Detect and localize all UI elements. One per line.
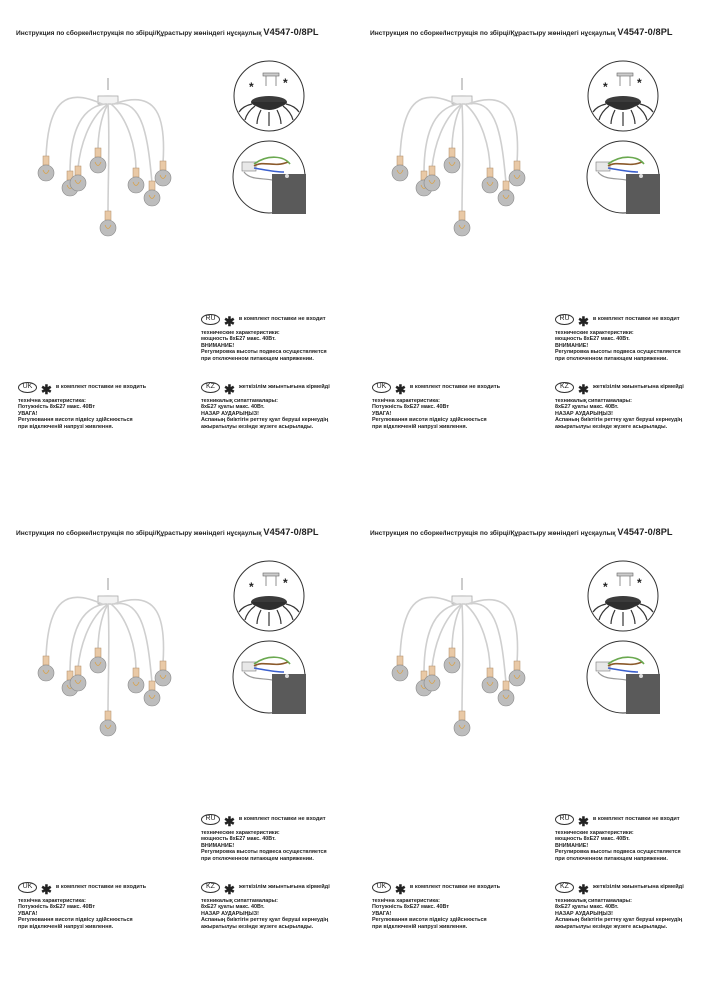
asterisk-icon: ✱ bbox=[395, 881, 406, 897]
warning-text: при отключенном питающем напряжении. bbox=[201, 355, 314, 362]
wiring-icon bbox=[586, 140, 660, 214]
lang-badge-kz: KZ bbox=[555, 882, 574, 893]
page-title bbox=[370, 27, 673, 37]
warning-heading: НАЗАР АУДАРЫҢЫЗ! bbox=[555, 410, 613, 417]
ceiling-mount-icon bbox=[587, 60, 659, 132]
not-included-note: в комплект поставки не входит bbox=[238, 316, 326, 323]
wiring-icon bbox=[232, 140, 306, 214]
not-included-note: в комплект поставки не входит bbox=[592, 316, 680, 323]
spec-heading: технические характеристики: bbox=[201, 830, 280, 836]
not-included-note: в комплект поставки не входить bbox=[409, 884, 501, 891]
section-ru bbox=[201, 814, 327, 862]
title-text: Инструкция по сборке/Інструкція по збірці/Құрастыру жөніндегі нұсқаулық bbox=[16, 530, 262, 537]
lang-badge-ru: RU bbox=[201, 314, 220, 325]
page-title bbox=[370, 527, 673, 537]
section-uk bbox=[372, 882, 500, 930]
bulb-icon bbox=[38, 156, 54, 181]
section-uk bbox=[18, 882, 146, 930]
model-number: V4547-0/8PL bbox=[617, 27, 673, 37]
spec-heading: технічна характеристика: bbox=[18, 398, 86, 404]
warning-text: при відключеній напрузі живлення. bbox=[372, 423, 468, 430]
lang-badge-uk: UK bbox=[18, 382, 37, 393]
spec-heading: технические характеристики: bbox=[555, 330, 634, 336]
model-number: V4547-0/8PL bbox=[263, 527, 319, 537]
spec-heading: техникалық сипаттамалары: bbox=[201, 398, 278, 404]
spec-power: 8xE27 қуаты макс. 40Вт. bbox=[201, 404, 265, 411]
warning-heading: УВАГА! bbox=[372, 410, 392, 417]
chandelier-illustration bbox=[28, 578, 188, 748]
spec-heading: техникалық сипаттамалары: bbox=[555, 398, 632, 404]
instruction-sheet bbox=[0, 500, 353, 1000]
warning-heading: НАЗАР АУДАРЫҢЫЗ! bbox=[201, 410, 259, 417]
asterisk-icon: ✱ bbox=[578, 881, 589, 897]
not-included-note: жеткізілім жиынтығына кірмейді bbox=[592, 384, 684, 391]
spec-heading: технічна характеристика: bbox=[372, 898, 440, 904]
warning-heading: ВНИМАНИЕ! bbox=[555, 842, 589, 849]
asterisk-icon: ✱ bbox=[395, 381, 406, 397]
lang-badge-ru: RU bbox=[555, 314, 574, 325]
warning-text: Аспаның биіктігін реттеу қуат беруші кернеудің bbox=[555, 417, 683, 424]
chandelier-illustration bbox=[28, 78, 188, 248]
not-included-note: в комплект поставки не входить bbox=[409, 384, 501, 391]
bulb-icon bbox=[155, 661, 171, 686]
model-number: V4547-0/8PL bbox=[263, 27, 319, 37]
spec-power: Потужність 8xE27 макс. 40Вт bbox=[372, 404, 449, 411]
bulb-icon bbox=[509, 161, 525, 186]
lang-badge-uk: UK bbox=[372, 882, 391, 893]
asterisk-icon: * bbox=[637, 576, 642, 590]
bulb-icon bbox=[454, 711, 470, 736]
warning-text: Регулировка высоты подвеса осуществляется bbox=[555, 849, 681, 856]
instruction-sheet bbox=[354, 0, 707, 500]
chandelier-illustration bbox=[382, 78, 542, 248]
bulb-icon bbox=[482, 168, 498, 193]
warning-heading: УВАГА! bbox=[18, 910, 38, 917]
bulb-icon bbox=[144, 681, 160, 706]
spec-power: мощность 8xE27 макс. 40Вт. bbox=[201, 836, 276, 843]
warning-heading: ВНИМАНИЕ! bbox=[201, 342, 235, 349]
warning-text: Аспаның биіктігін реттеу қуат беруші кернеудің bbox=[201, 917, 329, 924]
bulb-icon bbox=[128, 168, 144, 193]
section-ru bbox=[555, 314, 681, 362]
warning-text: Регулировка высоты подвеса осуществляется bbox=[555, 349, 681, 356]
bulb-icon bbox=[100, 711, 116, 736]
warning-text: ажыратылуы кезінде жүзеге асырылады. bbox=[555, 923, 668, 930]
warning-text: ажыратылуы кезінде жүзеге асырылады. bbox=[201, 423, 314, 430]
bulb-icon bbox=[155, 161, 171, 186]
warning-text: при отключенном питающем напряжении. bbox=[201, 855, 314, 862]
not-included-note: в комплект поставки не входит bbox=[238, 816, 326, 823]
bulb-icon bbox=[454, 211, 470, 236]
title-text: Инструкция по сборке/Інструкція по збірці/Құрастыру жөніндегі нұсқаулық bbox=[370, 530, 616, 537]
bulb-icon bbox=[392, 656, 408, 681]
spec-power: 8xE27 қуаты макс. 40Вт. bbox=[201, 904, 265, 911]
bulb-icon bbox=[38, 656, 54, 681]
bulb-icon bbox=[482, 668, 498, 693]
section-kz bbox=[201, 882, 330, 930]
asterisk-icon: * bbox=[603, 580, 608, 594]
spec-power: 8xE27 қуаты макс. 40Вт. bbox=[555, 404, 619, 411]
asterisk-icon: ✱ bbox=[224, 313, 235, 329]
asterisk-icon: ✱ bbox=[578, 381, 589, 397]
page-title bbox=[16, 27, 319, 37]
bulb-icon bbox=[509, 661, 525, 686]
warning-text: Аспаның биіктігін реттеу қуат беруші кернеудің bbox=[555, 917, 683, 924]
asterisk-icon: * bbox=[249, 580, 254, 594]
asterisk-icon: * bbox=[283, 76, 288, 90]
spec-heading: техникалық сипаттамалары: bbox=[201, 898, 278, 904]
asterisk-icon: ✱ bbox=[578, 313, 589, 329]
spec-power: мощность 8xE27 макс. 40Вт. bbox=[555, 836, 630, 843]
section-kz bbox=[555, 382, 684, 430]
warning-text: Регулювання висоти підвісу здійснюється bbox=[18, 917, 133, 924]
bulb-icon bbox=[100, 211, 116, 236]
not-included-note: в комплект поставки не входит bbox=[592, 816, 680, 823]
instruction-sheet bbox=[0, 0, 353, 500]
warning-text: при відключеній напрузі живлення. bbox=[18, 923, 114, 930]
asterisk-icon: ✱ bbox=[224, 813, 235, 829]
warning-heading: ВНИМАНИЕ! bbox=[201, 842, 235, 849]
warning-text: Регулировка высоты подвеса осуществляется bbox=[201, 849, 327, 856]
title-text: Инструкция по сборке/Інструкція по збірці/Құрастыру жөніндегі нұсқаулық bbox=[370, 30, 616, 37]
bulb-icon bbox=[424, 666, 440, 691]
wiring-icon bbox=[232, 640, 306, 714]
lang-badge-ru: RU bbox=[555, 814, 574, 825]
spec-heading: технічна характеристика: bbox=[372, 398, 440, 404]
spec-power: мощность 8xE27 макс. 40Вт. bbox=[201, 336, 276, 343]
bulb-icon bbox=[424, 166, 440, 191]
spec-power: 8xE27 қуаты макс. 40Вт. bbox=[555, 904, 619, 911]
lang-badge-ru: RU bbox=[201, 814, 220, 825]
warning-text: Аспаның биіктігін реттеу қуат беруші кернеудің bbox=[201, 417, 329, 424]
asterisk-icon: * bbox=[603, 80, 608, 94]
bulb-icon bbox=[128, 668, 144, 693]
spec-heading: технические характеристики: bbox=[201, 330, 280, 336]
bulb-icon bbox=[70, 666, 86, 691]
bulb-icon bbox=[144, 181, 160, 206]
page-title bbox=[16, 527, 319, 537]
section-kz bbox=[201, 382, 330, 430]
asterisk-icon: ✱ bbox=[224, 381, 235, 397]
asterisk-icon: * bbox=[283, 576, 288, 590]
lang-badge-uk: UK bbox=[372, 382, 391, 393]
asterisk-icon: * bbox=[249, 80, 254, 94]
warning-heading: УВАГА! bbox=[18, 410, 38, 417]
spec-power: Потужність 8xE27 макс. 40Вт bbox=[18, 404, 95, 411]
bulb-icon bbox=[498, 681, 514, 706]
spec-power: Потужність 8xE27 макс. 40Вт bbox=[372, 904, 449, 911]
asterisk-icon: ✱ bbox=[41, 381, 52, 397]
chandelier-illustration bbox=[382, 578, 542, 748]
bulb-icon bbox=[70, 166, 86, 191]
not-included-note: жеткізілім жиынтығына кірмейді bbox=[238, 384, 330, 391]
warning-text: Регулювання висоти підвісу здійснюється bbox=[372, 917, 487, 924]
ceiling-mount-icon bbox=[233, 60, 305, 132]
not-included-note: в комплект поставки не входить bbox=[55, 384, 147, 391]
ceiling-mount-icon bbox=[587, 560, 659, 632]
section-uk bbox=[372, 382, 500, 430]
lang-badge-kz: KZ bbox=[201, 382, 220, 393]
wiring-icon bbox=[586, 640, 660, 714]
bulb-icon bbox=[90, 148, 106, 173]
spec-power: мощность 8xE27 макс. 40Вт. bbox=[555, 336, 630, 343]
bulb-icon bbox=[498, 181, 514, 206]
spec-heading: техникалық сипаттамалары: bbox=[555, 898, 632, 904]
asterisk-icon: ✱ bbox=[578, 813, 589, 829]
lang-badge-kz: KZ bbox=[555, 382, 574, 393]
warning-text: при відключеній напрузі живлення. bbox=[18, 423, 114, 430]
asterisk-icon: ✱ bbox=[41, 881, 52, 897]
title-text: Инструкция по сборке/Інструкція по збірці/Құрастыру жөніндегі нұсқаулық bbox=[16, 30, 262, 37]
spec-power: Потужність 8xE27 макс. 40Вт bbox=[18, 904, 95, 911]
lang-badge-uk: UK bbox=[18, 882, 37, 893]
warning-heading: ВНИМАНИЕ! bbox=[555, 342, 589, 349]
warning-text: при отключенном питающем напряжении. bbox=[555, 855, 668, 862]
warning-text: при відключеній напрузі живлення. bbox=[372, 923, 468, 930]
bulb-icon bbox=[90, 648, 106, 673]
not-included-note: в комплект поставки не входить bbox=[55, 884, 147, 891]
spec-heading: технічна характеристика: bbox=[18, 898, 86, 904]
warning-heading: УВАГА! bbox=[372, 910, 392, 917]
instruction-sheet bbox=[354, 500, 707, 1000]
warning-text: при отключенном питающем напряжении. bbox=[555, 355, 668, 362]
warning-text: Регулювання висоти підвісу здійснюється bbox=[18, 417, 133, 424]
asterisk-icon: ✱ bbox=[224, 881, 235, 897]
bulb-icon bbox=[444, 148, 460, 173]
warning-text: Регулировка высоты подвеса осуществляется bbox=[201, 349, 327, 356]
asterisk-icon: * bbox=[637, 76, 642, 90]
warning-text: ажыратылуы кезінде жүзеге асырылады. bbox=[201, 923, 314, 930]
section-kz bbox=[555, 882, 684, 930]
not-included-note: жеткізілім жиынтығына кірмейді bbox=[238, 884, 330, 891]
bulb-icon bbox=[392, 156, 408, 181]
warning-heading: НАЗАР АУДАРЫҢЫЗ! bbox=[201, 910, 259, 917]
ceiling-mount-icon bbox=[233, 560, 305, 632]
warning-text: ажыратылуы кезінде жүзеге асырылады. bbox=[555, 423, 668, 430]
warning-text: Регулювання висоти підвісу здійснюється bbox=[372, 417, 487, 424]
model-number: V4547-0/8PL bbox=[617, 527, 673, 537]
section-uk bbox=[18, 382, 146, 430]
not-included-note: жеткізілім жиынтығына кірмейді bbox=[592, 884, 684, 891]
lang-badge-kz: KZ bbox=[201, 882, 220, 893]
bulb-icon bbox=[444, 648, 460, 673]
section-ru bbox=[201, 314, 327, 362]
warning-heading: НАЗАР АУДАРЫҢЫЗ! bbox=[555, 910, 613, 917]
spec-heading: технические характеристики: bbox=[555, 830, 634, 836]
section-ru bbox=[555, 814, 681, 862]
